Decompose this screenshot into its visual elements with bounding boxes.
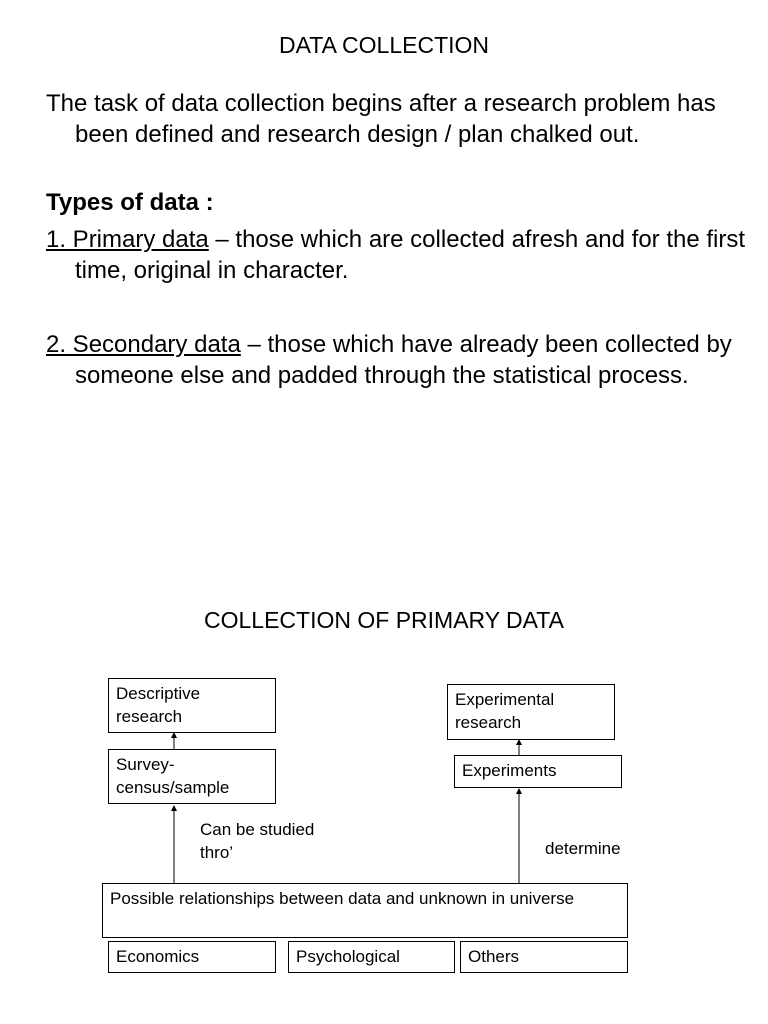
primary-data-term: 1. Primary data <box>46 226 209 253</box>
intro-paragraph: The task of data collection begins after a research problem has been defined and research design / plan chalked out. <box>46 90 716 148</box>
primary-data-definition: – those which are collected afresh and for the first time, original in character. <box>75 226 746 284</box>
descriptive-research-box: Descriptive research <box>108 678 276 733</box>
determine-label: determine <box>545 839 621 858</box>
secondary-data-definition: – those which have already been collected by someone else and padded through the statistical process. <box>75 331 732 389</box>
diagram-title: COLLECTION OF PRIMARY DATA <box>204 607 564 633</box>
experiments-box: Experiments <box>454 755 622 788</box>
slide-title: DATA COLLECTION <box>278 32 490 58</box>
others-box: Others <box>460 941 628 973</box>
possible-relationships-box: Possible relationships between data and unknown in universe <box>102 883 628 938</box>
experimental-research-box: Experimental research <box>447 684 615 740</box>
economics-box: Economics <box>108 941 276 973</box>
survey-box: Survey-census/sample <box>108 749 276 804</box>
studied-through-label: Can be studied thro’ <box>200 820 315 862</box>
types-heading: Types of data : <box>46 189 214 216</box>
psychological-box: Psychological <box>288 941 455 973</box>
secondary-data-term: 2. Secondary data <box>46 331 241 358</box>
